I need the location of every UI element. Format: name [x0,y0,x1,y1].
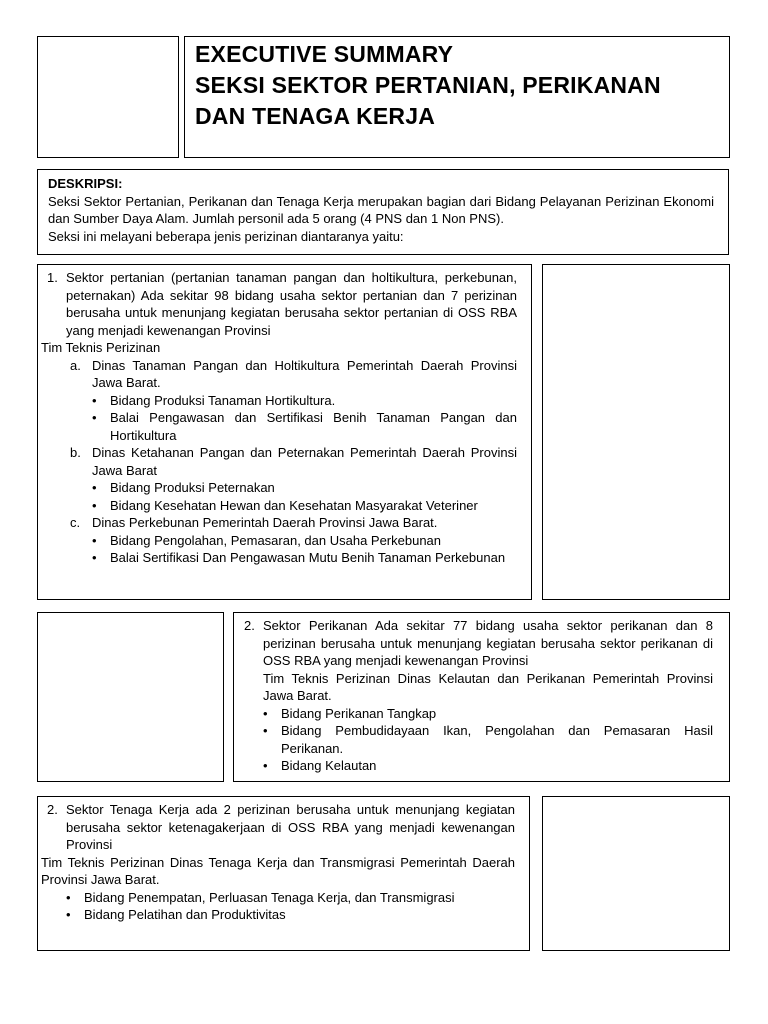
agency-name: Dinas Ketahanan Pangan dan Peternakan Pemerintah Daerah Provinsi Jawa Barat [92,445,517,478]
section-pertanian-item [41,269,517,339]
list-item [92,497,517,515]
list-item [92,392,517,410]
bullet-icon: • [92,532,97,548]
agency-label: b. [70,445,81,460]
section-pertanian-box [37,264,532,600]
agency-item [41,514,517,532]
section-tenaga-kerja-item [41,801,515,854]
section-perikanan-item [244,617,713,670]
agency-bullet-list [41,392,517,445]
section-perikanan-bullet-list [244,705,713,775]
agency-label: a. [70,357,81,373]
image-placeholder-box [542,264,730,600]
agency-name: Dinas Perkebunan Pemerintah Daerah Provinsi Jawa Barat. [92,515,438,530]
section-pertanian-team: Tim Teknis Perizinan [41,340,161,355]
bullet-icon: • [92,497,97,513]
image-placeholder-box [37,612,224,782]
bullet-icon: • [92,480,97,495]
description-box [37,169,729,255]
bullet-icon: • [92,410,97,425]
list-item [263,722,713,757]
description-intro: Seksi ini melayani beberapa jenis perizinan diantaranya yaitu: [48,228,404,244]
section-tenaga-kerja-number: 2. [47,802,58,817]
section-perikanan-number: 2. [244,618,255,633]
list-item-text: Bidang Pembudidayaan Ikan, Pengolahan dan Pemasaran Hasil Perikanan. [281,723,713,756]
list-item-text: Bidang Kesehatan Hewan dan Kesehatan Masyarakat Veteriner [110,497,478,513]
bullet-icon: • [66,889,71,905]
section-tenaga-kerja-text: Sektor Tenaga Kerja ada 2 perizinan berusaha untuk menunjang kegiatan berusaha sektor ketenagakerjaan di OSS RBA yang menjadi kewenangan Provinsi [66,802,515,852]
agency-item [41,444,517,479]
bullet-icon: • [66,907,71,922]
bullet-icon: • [263,758,268,773]
list-item [263,705,713,723]
list-item-text: Balai Pengawasan dan Sertifikasi Benih Tanaman Pangan dan Hortikultura [110,410,517,443]
bullet-icon: • [263,705,268,721]
section-pertanian-number: 1. [47,270,58,285]
image-placeholder-box [542,796,730,951]
agency-bullet-list [41,479,517,514]
list-item-text: Bidang Penempatan, Perluasan Tenaga Kerja, dan Transmigrasi [84,889,455,905]
list-item [92,479,517,497]
list-item-text: Bidang Produksi Peternakan [110,480,275,495]
page-title-line-3: DAN TENAGA KERJA [195,103,436,129]
agency-bullet-list [41,532,517,567]
section-tenaga-kerja-box [37,796,530,951]
page-title-line-2: SEKSI SEKTOR PERTANIAN, PERIKANAN [195,72,661,98]
logo-placeholder-box [37,36,179,158]
agency-name: Dinas Tanaman Pangan dan Holtikultura Pemerintah Daerah Provinsi Jawa Barat. [92,357,517,390]
list-item [263,757,713,775]
agency-label: c. [70,515,81,530]
list-item [92,409,517,444]
list-item [92,549,517,567]
section-tenaga-kerja-bullet-list [41,889,515,924]
list-item-text: Bidang Kelautan [281,758,377,773]
list-item [66,889,515,907]
list-item-text: Bidang Produksi Tanaman Hortikultura. [110,392,336,408]
list-item-text: Bidang Perikanan Tangkap [281,705,437,721]
section-tenaga-kerja-team [41,854,515,889]
bullet-icon: • [263,723,268,738]
description-label: DESKRIPSI: [48,176,123,191]
section-pertanian-text: Sektor pertanian (pertanian tanaman pangan dan holtikultura, perkebunan, peternakan) Ada sekitar 98 bidang usaha sektor pertanian dan 7 perizinan berusaha untuk menunjang kegiatan berusaha sektor pertanian di OSS RBA yang menjadi kewenangan Provinsi [66,270,517,338]
list-item-text: Bidang Pelatihan dan Produktivitas [84,907,286,922]
list-item-text: Bidang Pengolahan, Pemasaran, dan Usaha Perkebunan [110,532,442,548]
description-paragraph: Seksi Sektor Pertanian, Perikanan dan Tenaga Kerja merupakan bagian dari Bidang Pelayanan Perizinan Ekonomi dan Sumber Daya Alam. Jumlah personil ada 5 orang (4 PNS dan 1 Non PNS). [48,193,714,226]
bullet-icon: • [92,550,97,565]
bullet-icon: • [92,392,97,408]
page-title-line-1: EXECUTIVE SUMMARY [195,41,454,67]
agency-item [41,357,517,392]
header-title-box [184,36,730,158]
section-perikanan-box [233,612,730,782]
list-item [66,906,515,924]
section-perikanan-team: Tim Teknis Perizinan Dinas Kelautan dan Perikanan Pemerintah Provinsi Jawa Barat. [263,670,713,703]
section-tenaga-kerja-team-text: Tim Teknis Perizinan Dinas Tenaga Kerja dan Transmigrasi Pemerintah Daerah Provinsi Jawa Barat. [41,854,515,887]
section-perikanan-text: Sektor Perikanan Ada sekitar 77 bidang usaha sektor perikanan dan 8 perizinan berusaha untuk menunjang kegiatan berusaha sektor perikanan di OSS RBA yang menjadi kewenangan Provinsi [263,618,713,668]
list-item [92,532,517,550]
list-item-text: Balai Sertifikasi Dan Pengawasan Mutu Benih Tanaman Perkebunan [110,550,506,565]
